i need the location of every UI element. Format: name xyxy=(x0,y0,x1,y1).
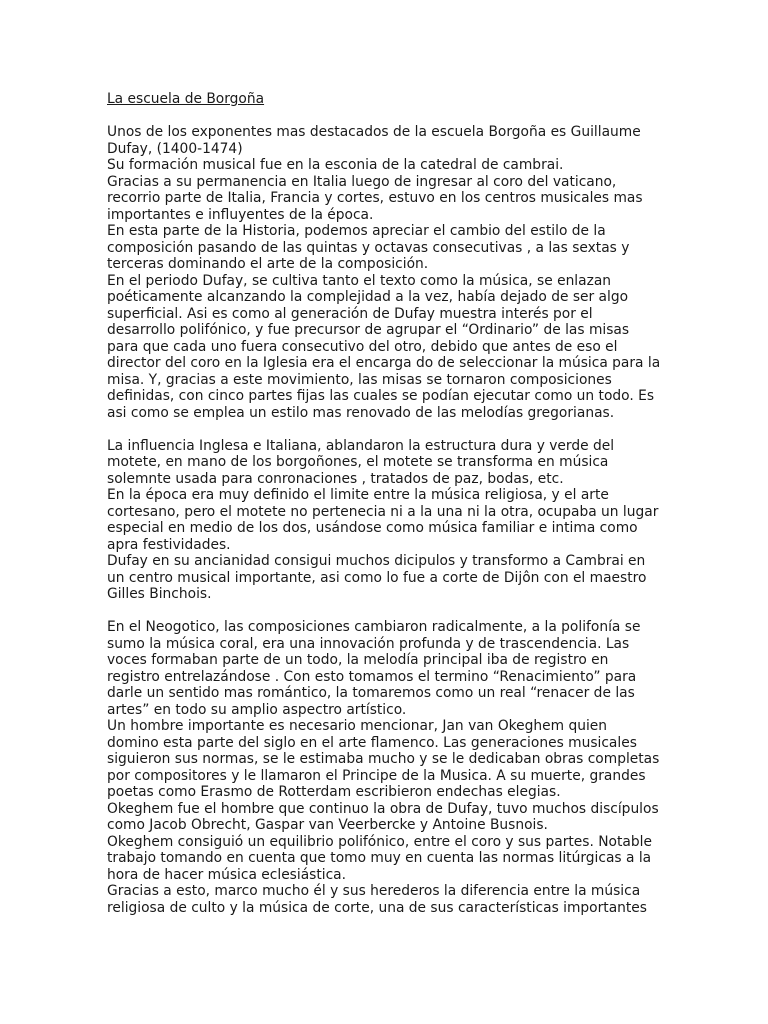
text-line: desarrollo polifónico, y fue precursor de agrupar el “Ordinario” de las misas xyxy=(107,322,630,338)
text-line: Dufay, (1400-1474) xyxy=(107,140,243,157)
text-line: registro entrelazándose . Con esto tomamos el termino “Renacimiento” para xyxy=(107,668,637,685)
text-line: trabajo tomando en cuenta que tomo muy en cuenta las normas litúrgicas a la xyxy=(107,850,652,866)
text-line: Su formación musical fue en la esconia de la catedral de cambrai. xyxy=(107,157,564,173)
text-line: poéticamente alcanzando la complejidad a la vez, había dejado de ser algo xyxy=(107,289,629,305)
text-line: Gracias a su permanencia en Italia luego de ingresar al coro del vaticano, xyxy=(107,173,617,190)
text-line: superficial. Asi es como al generación de Dufay muestra interés por el xyxy=(107,305,593,322)
text-line: importantes e influyentes de la época. xyxy=(107,206,374,223)
text-line: recorrio parte de Italia, Francia y cortes, estuvo en los centros musicales mas xyxy=(107,190,643,206)
text-line: artes” en todo su amplio aspectro artístico. xyxy=(107,701,407,718)
text-line: sumo la música coral, era una innovación profunda y de trascendencia. Las xyxy=(107,635,630,652)
text-line: voces formaban parte de un todo, la melodía principal iba de registro en xyxy=(107,652,609,668)
document-page xyxy=(107,91,667,933)
text-line: Gracias a esto, marco mucho él y sus herederos la diferencia entre la música xyxy=(107,883,641,899)
text-line: religiosa de culto y la música de corte, una de sus características importantes xyxy=(107,899,647,916)
text-line: terceras dominando el arte de la composición. xyxy=(107,256,429,272)
text-line: apra festividades. xyxy=(107,536,231,553)
document-body xyxy=(107,124,667,916)
text-line: poetas como Erasmo de Rotterdam escribieron endechas elegias. xyxy=(107,784,561,800)
text-line: domino esta parte del siglo en el arte flamenco. Las generaciones musicales xyxy=(107,734,637,751)
text-line: asi como se emplea un estilo mas renovado de las melodías gregorianas. xyxy=(107,404,615,421)
text-line: Gilles Binchois. xyxy=(107,586,212,602)
document-title: La escuela de Borgoña xyxy=(107,91,265,107)
text-line: composición pasando de las quintas y octavas consecutivas , a las sextas y xyxy=(107,239,630,256)
text-line: La influencia Inglesa e Italiana, ablandaron la estructura dura y verde del xyxy=(107,437,615,454)
text-line: En la época era muy definido el limite entre la música religiosa, y el arte xyxy=(107,487,609,503)
text-line: misa. Y, gracias a este movimiento, las misas se tornaron composiciones xyxy=(107,371,612,388)
paragraph xyxy=(107,619,667,916)
text-line: Dufay en su ancianidad consigui muchos dicipulos y transformo a Cambrai en xyxy=(107,553,646,569)
text-line: como Jacob Obrecht, Gaspar van Veerbercke y Antoine Busnois. xyxy=(107,817,548,833)
text-line: Un hombre importante es necesario mencionar, Jan van Okeghem quien xyxy=(107,718,608,734)
text-line: hora de hacer música eclesiástica. xyxy=(107,866,347,883)
text-line: En esta parte de la Historia, podemos apreciar el cambio del estilo de la xyxy=(107,223,606,239)
paragraph xyxy=(107,438,667,603)
text-line: definidas, con cinco partes fijas las cuales se podían ejecutar como un todo. Es xyxy=(107,388,655,404)
text-line: cortesano, pero el motete no pertenecia ni a la una ni la otra, ocupaba un lugar xyxy=(107,503,659,520)
text-line: un centro musical importante, asi como lo fue a corte de Dijôn con el maestro xyxy=(107,569,647,586)
paragraph xyxy=(107,124,667,421)
text-line: especial en medio de los dos, usándose como música familiar e intima como xyxy=(107,520,638,536)
text-line: por compositores y le llamaron el Principe de la Musica. A su muerte, grandes xyxy=(107,767,646,784)
text-line: director del coro en la Iglesia era el encarga do de seleccionar la música para la xyxy=(107,355,661,371)
text-line: solemnte usada para conronaciones , tratados de paz, bodas, etc. xyxy=(107,470,564,487)
text-line: En el Neogotico, las composiciones cambiaron radicalmente, a la polifonía se xyxy=(107,619,641,635)
text-line: En el periodo Dufay, se cultiva tanto el texto como la música, se enlazan xyxy=(107,272,612,289)
text-line: Okeghem consiguió un equilibrio polifónico, entre el coro y sus partes. Notable xyxy=(107,833,652,850)
text-line: Okeghem fue el hombre que continuo la obra de Dufay, tuvo muchos discípulos xyxy=(107,800,659,817)
text-line: siguieron sus normas, se le estimaba mucho y se le dedicaban obras completas xyxy=(107,751,660,767)
text-line: motete, en mano de los borgoñones, el motete se transforma en música xyxy=(107,454,609,470)
text-line: para que cada uno fuera consecutivo del otro, debido que antes de eso el xyxy=(107,338,618,355)
text-line: Unos de los exponentes mas destacados de la escuela Borgoña es Guillaume xyxy=(107,124,641,140)
text-line: darle un sentido mas romántico, la tomaremos como un real “renacer de las xyxy=(107,685,635,701)
